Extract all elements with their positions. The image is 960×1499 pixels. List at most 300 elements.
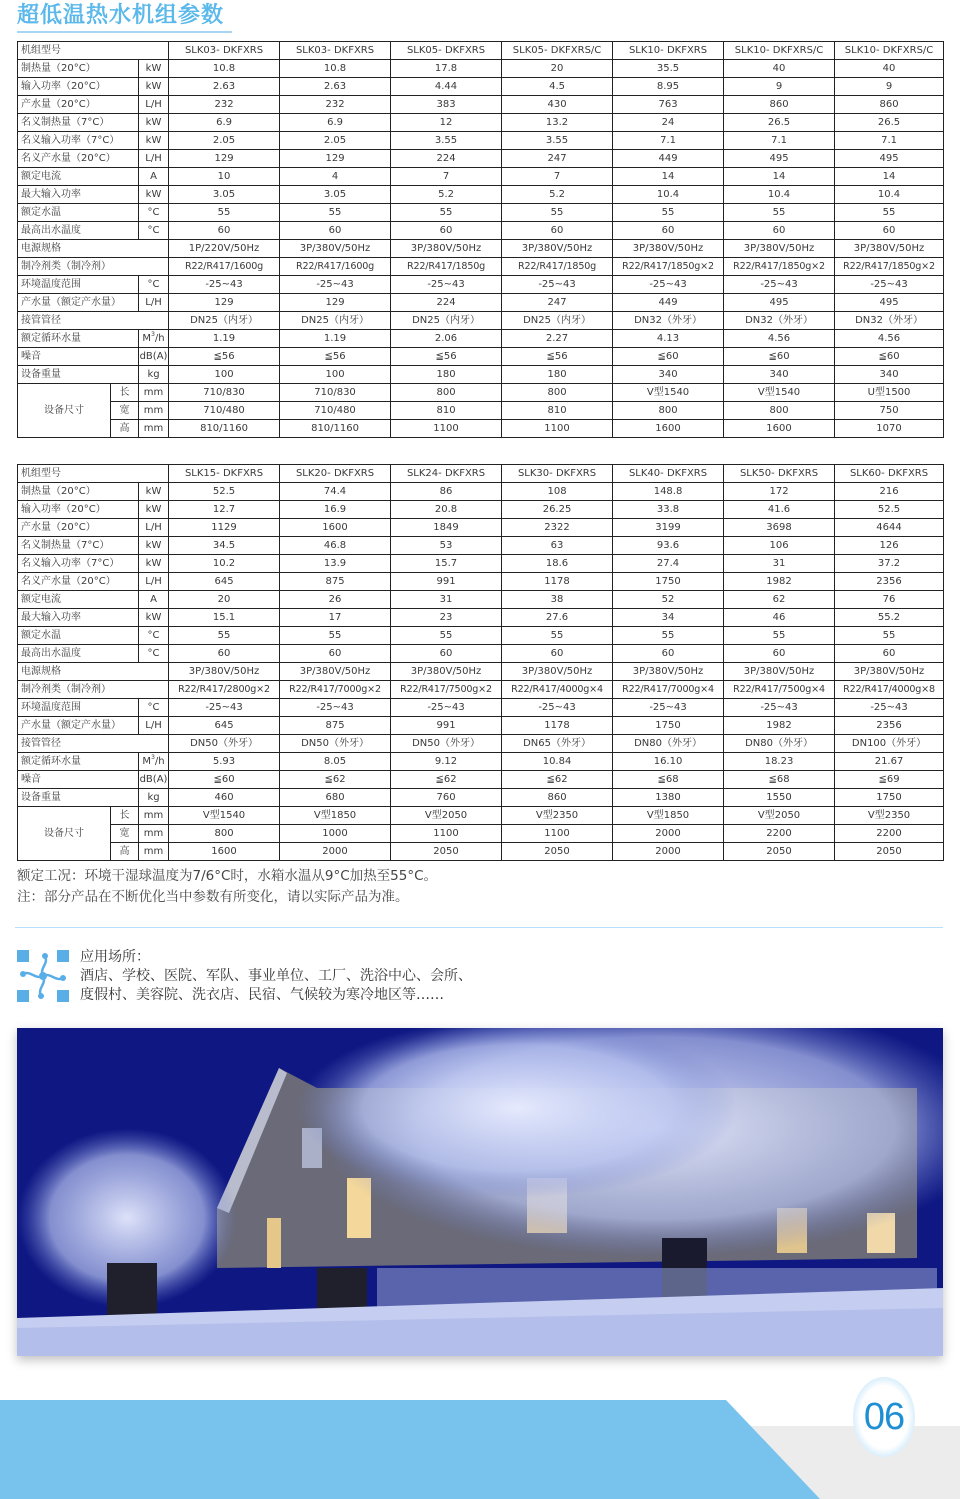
value-cell: 62 (724, 591, 835, 609)
value-cell: ≦68 (613, 771, 724, 789)
model-name: SLK15- DKFXRS (169, 465, 280, 483)
row-label: 噪音 (18, 348, 139, 366)
value-cell: 55 (835, 627, 944, 645)
value-cell: DN32（外牙） (724, 312, 835, 330)
value-cell: 63 (502, 537, 613, 555)
value-cell: 2200 (724, 825, 835, 843)
row-label: 设备重量 (18, 366, 139, 384)
value-cell: DN100（外牙） (835, 735, 944, 753)
model-name: SLK03- DKFXRS (280, 42, 391, 60)
row-label: 最大输入功率 (18, 186, 139, 204)
table-row (18, 348, 944, 366)
value-cell: 26.5 (724, 114, 835, 132)
value-cell: 5.93 (169, 753, 280, 771)
row-label: 额定水温 (18, 204, 139, 222)
value-cell: 3P/380V/50Hz (724, 240, 835, 258)
dimension-row (18, 402, 944, 420)
value-cell: 52.5 (835, 501, 944, 519)
value-cell: R22/R417/7000g×2 (280, 681, 391, 699)
model-name: SLK05- DKFXRS/C (502, 42, 613, 60)
value-cell: 2050 (724, 843, 835, 861)
value-cell: 108 (502, 483, 613, 501)
value-cell: 27.6 (502, 609, 613, 627)
value-cell: 810/1160 (169, 420, 280, 438)
dimension-sub-label: 宽 (111, 825, 139, 843)
row-label: 名义输入功率（7°C） (18, 555, 139, 573)
value-cell: 216 (835, 483, 944, 501)
dimension-sub-label: 长 (111, 384, 139, 402)
table-row (18, 114, 944, 132)
value-cell: 4.56 (724, 330, 835, 348)
value-cell: DN32（外牙） (613, 312, 724, 330)
unit-cell: kW (139, 483, 169, 501)
value-cell: V型2050 (724, 807, 835, 825)
value-cell: 645 (169, 573, 280, 591)
row-label: 输入功率（20°C） (18, 501, 139, 519)
value-cell: 710/830 (169, 384, 280, 402)
row-label: 电源规格 (18, 240, 169, 258)
value-cell: 3P/380V/50Hz (169, 663, 280, 681)
row-label: 最大输入功率 (18, 609, 139, 627)
value-cell: 247 (502, 294, 613, 312)
value-cell: V型1850 (613, 807, 724, 825)
page-title: 超低温热水机组参数 (17, 3, 225, 28)
value-cell: 60 (502, 645, 613, 663)
value-cell: 1P/220V/50Hz (169, 240, 280, 258)
value-cell: 1100 (502, 825, 613, 843)
value-cell: 247 (502, 150, 613, 168)
row-label: 电源规格 (18, 663, 169, 681)
value-cell: -25~43 (502, 699, 613, 717)
value-cell: 10.4 (613, 186, 724, 204)
unit-cell: kW (139, 114, 169, 132)
dimension-sub-label: 高 (111, 843, 139, 861)
value-cell: ≦60 (724, 348, 835, 366)
unit-cell: kW (139, 555, 169, 573)
value-cell: 6.9 (169, 114, 280, 132)
value-cell: 60 (280, 222, 391, 240)
table-row (18, 294, 944, 312)
value-cell: -25~43 (502, 276, 613, 294)
page-number: 06 (863, 1395, 905, 1438)
value-cell: 55 (613, 627, 724, 645)
value-cell: 31 (391, 591, 502, 609)
value-cell: 34 (613, 609, 724, 627)
row-label: 产水量（额定产水量） (18, 717, 139, 735)
value-cell: DN80（外牙） (724, 735, 835, 753)
value-cell: ≦62 (391, 771, 502, 789)
value-cell: 18.6 (502, 555, 613, 573)
value-cell: 60 (280, 645, 391, 663)
value-cell: 7 (391, 168, 502, 186)
table-row (18, 717, 944, 735)
value-cell: 55 (169, 204, 280, 222)
value-cell: 2.27 (502, 330, 613, 348)
row-label: 额定循环水量 (18, 753, 139, 771)
row-label: 制热量（20°C） (18, 483, 139, 501)
value-cell: 10.84 (502, 753, 613, 771)
value-cell: 13.2 (502, 114, 613, 132)
spec-table-1 (17, 41, 944, 438)
table-row (18, 753, 944, 771)
disclaimer-note: 注：部分产品在不断优化当中参数有所变化，请以实际产品为准。 (17, 889, 409, 905)
table-row (18, 330, 944, 348)
value-cell: 17 (280, 609, 391, 627)
unit-cell: L/H (139, 96, 169, 114)
value-cell: 18.23 (724, 753, 835, 771)
value-cell: 14 (613, 168, 724, 186)
value-cell: 710/480 (169, 402, 280, 420)
value-cell: 3P/380V/50Hz (613, 240, 724, 258)
value-cell: 33.8 (613, 501, 724, 519)
value-cell: 2.63 (280, 78, 391, 96)
unit-cell: mm (139, 825, 169, 843)
value-cell: 1600 (169, 843, 280, 861)
row-label: 制冷剂类（制冷剂） (18, 681, 169, 699)
value-cell: 3P/380V/50Hz (724, 663, 835, 681)
value-cell: DN32（外牙） (835, 312, 944, 330)
table-row (18, 627, 944, 645)
value-cell: 2200 (835, 825, 944, 843)
section-divider (15, 927, 943, 928)
value-cell: V型1850 (280, 807, 391, 825)
dimension-label: 设备尺寸 (18, 807, 111, 861)
row-label: 最高出水温度 (18, 645, 139, 663)
page-number-badge (853, 1377, 915, 1457)
value-cell: 4.44 (391, 78, 502, 96)
value-cell: R22/R417/1600g (280, 258, 391, 276)
row-label: 名义制热量（7°C） (18, 537, 139, 555)
value-cell: 2.06 (391, 330, 502, 348)
table-row (18, 483, 944, 501)
value-cell: 35.5 (613, 60, 724, 78)
value-cell: 52.5 (169, 483, 280, 501)
value-cell: 17.8 (391, 60, 502, 78)
value-cell: DN25（内牙） (502, 312, 613, 330)
table-row (18, 204, 944, 222)
value-cell: 800 (724, 402, 835, 420)
unit-cell: $M^3/h$ (139, 753, 169, 771)
value-cell: 3P/380V/50Hz (502, 240, 613, 258)
superscript: 3 (151, 753, 155, 761)
value-cell: 2356 (835, 573, 944, 591)
model-name: SLK10- DKFXRS/C (835, 42, 944, 60)
value-cell: ≦60 (613, 348, 724, 366)
value-cell: 3.55 (502, 132, 613, 150)
value-cell: 800 (391, 384, 502, 402)
application-section (80, 948, 472, 1005)
header-label: 机组型号 (18, 465, 169, 483)
unit-cell: L/H (139, 294, 169, 312)
value-cell: ≦56 (169, 348, 280, 366)
value-cell: 7.1 (835, 132, 944, 150)
table-row (18, 555, 944, 573)
row-label: 产水量（额定产水量） (18, 294, 139, 312)
value-cell: 645 (169, 717, 280, 735)
value-cell: 1750 (613, 573, 724, 591)
table-row (18, 276, 944, 294)
value-cell: U型1500 (835, 384, 944, 402)
model-name: SLK05- DKFXRS (391, 42, 502, 60)
value-cell: ≦60 (835, 348, 944, 366)
value-cell: DN50（外牙） (280, 735, 391, 753)
value-cell: 55 (724, 627, 835, 645)
value-cell: 3.05 (280, 186, 391, 204)
notes (17, 866, 437, 908)
table-row (18, 663, 944, 681)
value-cell: 27.4 (613, 555, 724, 573)
row-label: 噪音 (18, 771, 139, 789)
model-name: SLK10- DKFXRS (613, 42, 724, 60)
value-cell: 9 (835, 78, 944, 96)
unit-cell: °C (139, 645, 169, 663)
value-cell: 800 (613, 402, 724, 420)
unit-cell: °C (139, 204, 169, 222)
value-cell: R22/R417/1850g (391, 258, 502, 276)
application-line-1: 酒店、学校、医院、军队、事业单位、工厂、洗浴中心、会所、 (80, 968, 472, 984)
table-row (18, 312, 944, 330)
unit-cell: kW (139, 132, 169, 150)
value-cell: 40 (835, 60, 944, 78)
table-row (18, 60, 944, 78)
value-cell: 232 (169, 96, 280, 114)
footer-blue-band (0, 1400, 820, 1499)
table-row (18, 240, 944, 258)
table-row (18, 132, 944, 150)
table-row (18, 96, 944, 114)
dimension-sub-label: 长 (111, 807, 139, 825)
value-cell: 224 (391, 294, 502, 312)
value-cell: 12 (391, 114, 502, 132)
table-row (18, 537, 944, 555)
value-cell: 46.8 (280, 537, 391, 555)
winter-house-photo (17, 1028, 943, 1356)
value-cell: V型2050 (391, 807, 502, 825)
value-cell: 991 (391, 717, 502, 735)
value-cell: 16.10 (613, 753, 724, 771)
value-cell: DN25（内牙） (169, 312, 280, 330)
unit-cell: kW (139, 60, 169, 78)
dimension-row (18, 384, 944, 402)
value-cell: -25~43 (169, 699, 280, 717)
value-cell: 1849 (391, 519, 502, 537)
table-row (18, 366, 944, 384)
value-cell: 3P/380V/50Hz (280, 240, 391, 258)
value-cell: 7.1 (724, 132, 835, 150)
value-cell: 3P/380V/50Hz (280, 663, 391, 681)
value-cell: 2050 (391, 843, 502, 861)
row-label: 额定水温 (18, 627, 139, 645)
value-cell: 55 (613, 204, 724, 222)
row-label: 产水量（20°C） (18, 96, 139, 114)
value-cell: 860 (502, 789, 613, 807)
table-row (18, 735, 944, 753)
value-cell: R22/R417/1850g×2 (835, 258, 944, 276)
value-cell: 1129 (169, 519, 280, 537)
value-cell: ≦62 (502, 771, 613, 789)
row-label: 设备重量 (18, 789, 139, 807)
value-cell: 800 (502, 384, 613, 402)
dimension-row (18, 807, 944, 825)
value-cell: 60 (724, 222, 835, 240)
value-cell: 4.13 (613, 330, 724, 348)
value-cell: 55 (169, 627, 280, 645)
value-cell: R22/R417/7500g×4 (724, 681, 835, 699)
dimension-sub-label: 高 (111, 420, 139, 438)
row-label: 输入功率（20°C） (18, 78, 139, 96)
value-cell: 3199 (613, 519, 724, 537)
unit-cell: kg (139, 789, 169, 807)
table-row (18, 789, 944, 807)
value-cell: 1100 (391, 825, 502, 843)
value-cell: 1982 (724, 573, 835, 591)
unit-cell: dB(A) (139, 348, 169, 366)
value-cell: -25~43 (391, 699, 502, 717)
value-cell: 2050 (502, 843, 613, 861)
value-cell: -25~43 (391, 276, 502, 294)
value-cell: 1070 (835, 420, 944, 438)
superscript: 3 (151, 330, 155, 338)
value-cell: 3P/380V/50Hz (391, 663, 502, 681)
row-label: 环境温度范围 (18, 276, 139, 294)
value-cell: ≦68 (724, 771, 835, 789)
value-cell: R22/R417/4000g×8 (835, 681, 944, 699)
value-cell: 180 (391, 366, 502, 384)
table-row (18, 501, 944, 519)
value-cell: DN25（内牙） (280, 312, 391, 330)
value-cell: 800 (169, 825, 280, 843)
table-row (18, 591, 944, 609)
table-row (18, 609, 944, 627)
value-cell: 26.25 (502, 501, 613, 519)
value-cell: 55 (502, 204, 613, 222)
unit-cell: L/H (139, 519, 169, 537)
value-cell: 2000 (613, 843, 724, 861)
value-cell: 1982 (724, 717, 835, 735)
value-cell: 52 (613, 591, 724, 609)
pinwheel-grid-icon (17, 950, 69, 1002)
value-cell: 763 (613, 96, 724, 114)
value-cell: 1600 (280, 519, 391, 537)
value-cell: 13.9 (280, 555, 391, 573)
value-cell: 449 (613, 150, 724, 168)
value-cell: 31 (724, 555, 835, 573)
unit-cell: mm (139, 843, 169, 861)
value-cell: 60 (169, 222, 280, 240)
value-cell: 8.95 (613, 78, 724, 96)
value-cell: 3698 (724, 519, 835, 537)
value-cell: R22/R417/1850g×2 (724, 258, 835, 276)
value-cell: 224 (391, 150, 502, 168)
model-name: SLK30- DKFXRS (502, 465, 613, 483)
value-cell: 3P/380V/50Hz (391, 240, 502, 258)
value-cell: 340 (613, 366, 724, 384)
rated-condition-note: 额定工况：环境干湿球温度为7/6°C时，水箱水温从9°C加热至55°C。 (17, 868, 438, 884)
value-cell: 4 (280, 168, 391, 186)
value-cell: 1600 (613, 420, 724, 438)
value-cell: 810/1160 (280, 420, 391, 438)
value-cell: 5.2 (502, 186, 613, 204)
value-cell: R22/R417/1850g×2 (613, 258, 724, 276)
value-cell: 7 (502, 168, 613, 186)
value-cell: 2.63 (169, 78, 280, 96)
value-cell: 60 (835, 222, 944, 240)
value-cell: 340 (724, 366, 835, 384)
value-cell: 8.05 (280, 753, 391, 771)
value-cell: 74.4 (280, 483, 391, 501)
value-cell: 12.7 (169, 501, 280, 519)
value-cell: 860 (835, 96, 944, 114)
value-cell: 14 (724, 168, 835, 186)
value-cell: 991 (391, 573, 502, 591)
unit-cell: °C (139, 627, 169, 645)
model-name: SLK10- DKFXRS/C (724, 42, 835, 60)
value-cell: 26 (280, 591, 391, 609)
header-label: 机组型号 (18, 42, 169, 60)
value-cell: 1750 (613, 717, 724, 735)
value-cell: 16.9 (280, 501, 391, 519)
value-cell: 460 (169, 789, 280, 807)
value-cell: 40 (724, 60, 835, 78)
value-cell: 3P/380V/50Hz (613, 663, 724, 681)
value-cell: 7.1 (613, 132, 724, 150)
value-cell: 76 (835, 591, 944, 609)
value-cell: -25~43 (280, 276, 391, 294)
model-name: SLK50- DKFXRS (724, 465, 835, 483)
unit-cell: kW (139, 537, 169, 555)
value-cell: 55 (391, 627, 502, 645)
value-cell: 148.8 (613, 483, 724, 501)
table-row (18, 573, 944, 591)
model-name: SLK60- DKFXRS (835, 465, 944, 483)
value-cell: R22/R417/4000g×4 (502, 681, 613, 699)
value-cell: 9 (724, 78, 835, 96)
row-label: 额定循环水量 (18, 330, 139, 348)
value-cell: 2322 (502, 519, 613, 537)
value-cell: DN80（外牙） (613, 735, 724, 753)
value-cell: 1100 (502, 420, 613, 438)
value-cell: 129 (280, 150, 391, 168)
row-label: 额定电流 (18, 168, 139, 186)
unit-cell: L/H (139, 717, 169, 735)
value-cell: 60 (613, 222, 724, 240)
table-row (18, 186, 944, 204)
value-cell: 26.5 (835, 114, 944, 132)
value-cell: 1.19 (280, 330, 391, 348)
row-label: 额定电流 (18, 591, 139, 609)
row-label: 产水量（20°C） (18, 519, 139, 537)
value-cell: 2050 (835, 843, 944, 861)
value-cell: 1750 (835, 789, 944, 807)
value-cell: 10 (169, 168, 280, 186)
value-cell: 10.2 (169, 555, 280, 573)
value-cell: 2.05 (280, 132, 391, 150)
value-cell: V型1540 (724, 384, 835, 402)
value-cell: 760 (391, 789, 502, 807)
row-label: 最高出水温度 (18, 222, 139, 240)
value-cell: 21.67 (835, 753, 944, 771)
value-cell: 60 (391, 645, 502, 663)
value-cell: 1600 (724, 420, 835, 438)
value-cell: 3.55 (391, 132, 502, 150)
unit-cell: °C (139, 276, 169, 294)
value-cell: 810 (391, 402, 502, 420)
table-row (18, 222, 944, 240)
value-cell: 4.5 (502, 78, 613, 96)
value-cell: R22/R417/7000g×4 (613, 681, 724, 699)
value-cell: 86 (391, 483, 502, 501)
header-row (18, 465, 944, 483)
